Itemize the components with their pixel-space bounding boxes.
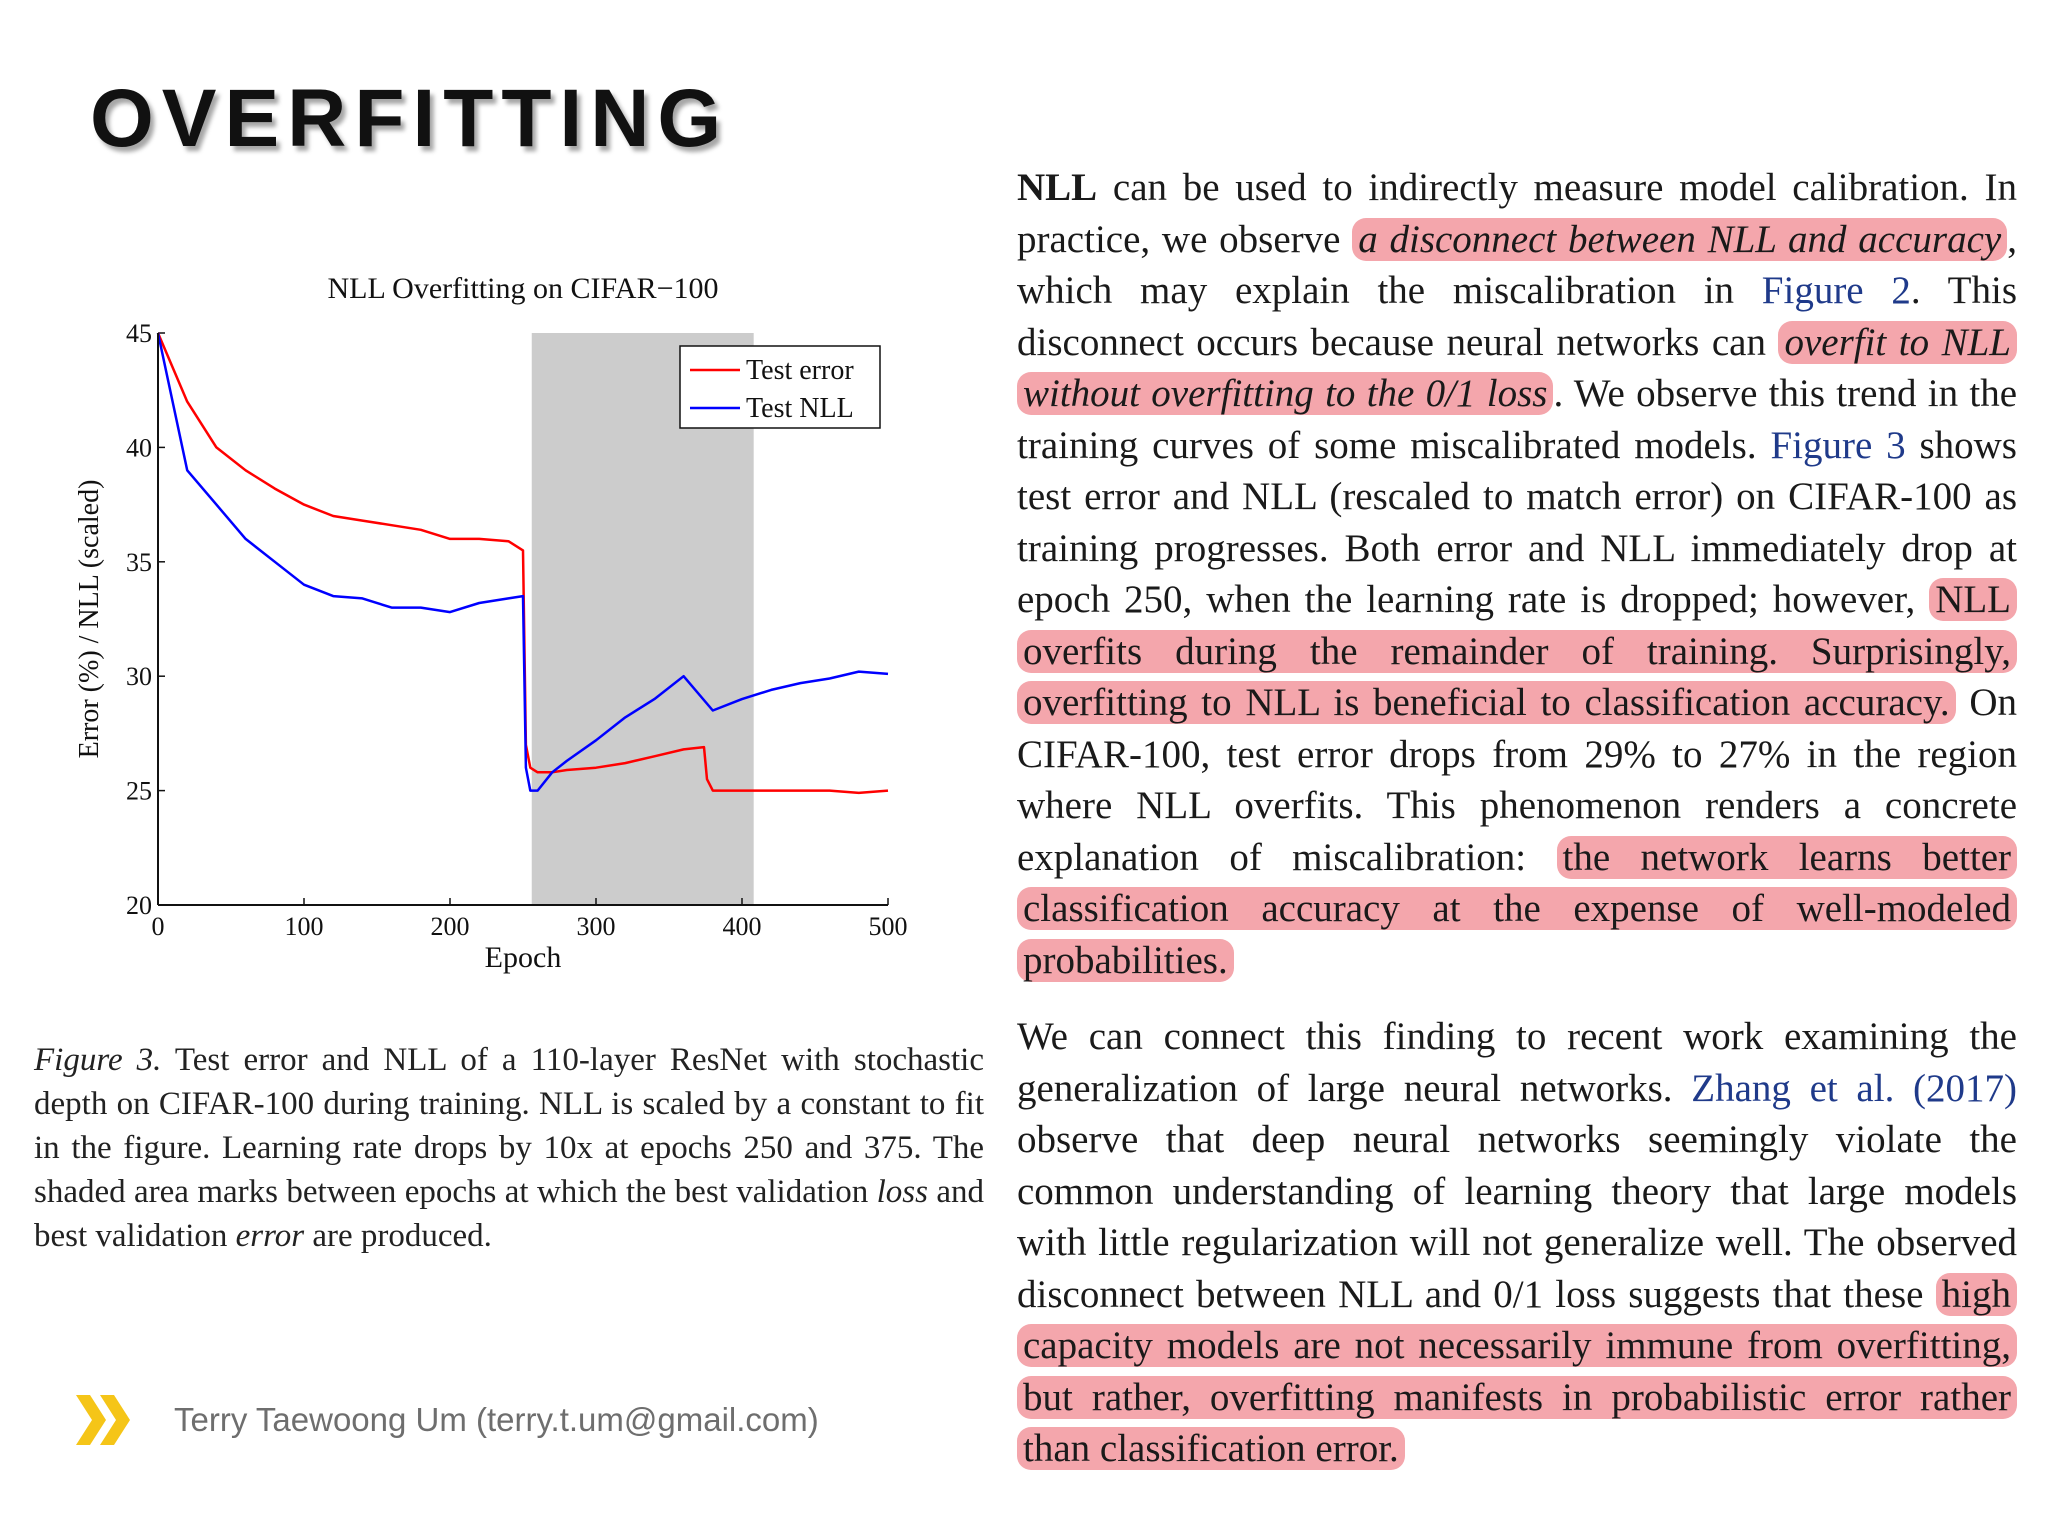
legend-label: Test error	[746, 355, 854, 386]
legend-label: Test NLL	[746, 393, 854, 424]
body-text: , which may explain the miscalibration in	[1017, 217, 2017, 312]
figure-link[interactable]: Figure 2	[1761, 269, 1911, 312]
chart-title: NLL Overfitting on CIFAR−100	[327, 272, 719, 305]
figure-caption-text: are produced.	[304, 1218, 492, 1254]
body-text: We can connect this finding to recent work examining the generalization of large neural networks.	[1017, 1015, 2017, 1110]
figure-chart	[60, 250, 1020, 1010]
y-tick-label: 30	[126, 662, 152, 692]
figure-caption-error: error	[235, 1218, 305, 1254]
figure-caption-text: Test error and NLL of a 110-layer ResNet with stochastic depth on CIFAR-100 during training. NLL is scaled by a constant to fit in the figure. Learning rate drops by 10x at epochs 250 and 375. The shaded area marks between epochs at which the best validation	[34, 1042, 985, 1210]
paragraph-nll	[1017, 162, 2017, 986]
x-tick-label: 300	[576, 912, 616, 941]
nll-overfitting-chart	[60, 250, 1020, 1010]
double-chevron-right-icon	[76, 1395, 134, 1445]
y-axis-label: Error (%) / NLL (scaled)	[74, 479, 105, 759]
x-tick-label: 200	[430, 912, 470, 941]
y-tick-label: 20	[126, 891, 152, 920]
figure-caption-label: Figure 3.	[34, 1042, 162, 1078]
paragraph-heading: NLL	[1017, 166, 1098, 209]
body-text: observe that deep neural networks seemingly violate the common understanding of learning theory that large models with little regularization will not generalize well. The observed disconnect between NLL and 0/1 loss suggests that these	[1017, 1118, 2017, 1316]
x-tick-label: 100	[284, 912, 324, 941]
slide-title: OVERFITTING	[90, 73, 730, 164]
y-tick-label: 25	[126, 776, 152, 806]
x-axis-label: Epoch	[484, 941, 562, 974]
highlight: high capacity models are not necessarily immune from overfitting, but rather, overfitting manifests in probabilistic error rather than classification error.	[1017, 1273, 2017, 1471]
highlight: a disconnect between NLL and accuracy	[1352, 218, 2007, 261]
paper-body-text	[1017, 162, 2017, 1475]
figure-caption-loss: loss	[876, 1174, 928, 1210]
x-tick-label: 0	[151, 912, 165, 941]
y-tick-label: 45	[126, 319, 152, 348]
x-tick-label: 500	[868, 912, 908, 941]
body-text: shows test error and NLL (rescaled to match error) on CIFAR-100 as training progresses. Both error and NLL immediately drop at epoch 250, when the learning rate is dropped; however,	[1017, 423, 2017, 621]
paragraph-generalization	[1017, 1011, 2017, 1475]
slide-footer	[76, 1395, 819, 1445]
body-text: On CIFAR-100, test error drops from 29% to 27% in the region where NLL overfits. This phenomenon renders a concrete explanation of miscalibration:	[1017, 681, 2017, 879]
highlight: the network learns better classification accuracy at the expense of well-modeled probabilities.	[1017, 836, 2017, 982]
figure-caption-text: and best validation	[34, 1174, 984, 1254]
footer-author: Terry Taewoong Um (terry.t.um@gmail.com)	[174, 1401, 819, 1438]
body-text: can be used to indirectly measure model calibration. In practice, we observe	[1017, 166, 2017, 261]
highlight: overfit to NLL without overfitting to the 0/1 loss	[1017, 321, 2017, 416]
figure-caption	[34, 1038, 984, 1258]
x-tick-label: 400	[722, 912, 762, 941]
y-tick-label: 35	[126, 547, 152, 577]
body-text: . This disconnect occurs because neural networks can	[1017, 269, 2017, 364]
figure-link[interactable]: Figure 3	[1770, 423, 1906, 467]
highlight: NLL overfits during the remainder of training. Surprisingly, overfitting to NLL is beneficial to classification accuracy.	[1017, 578, 2017, 724]
citation-link[interactable]: Zhang et al. (2017)	[1691, 1066, 2017, 1110]
body-text: . We observe this trend in the training curves of some miscalibrated models.	[1017, 372, 2018, 467]
y-tick-label: 40	[126, 433, 152, 463]
